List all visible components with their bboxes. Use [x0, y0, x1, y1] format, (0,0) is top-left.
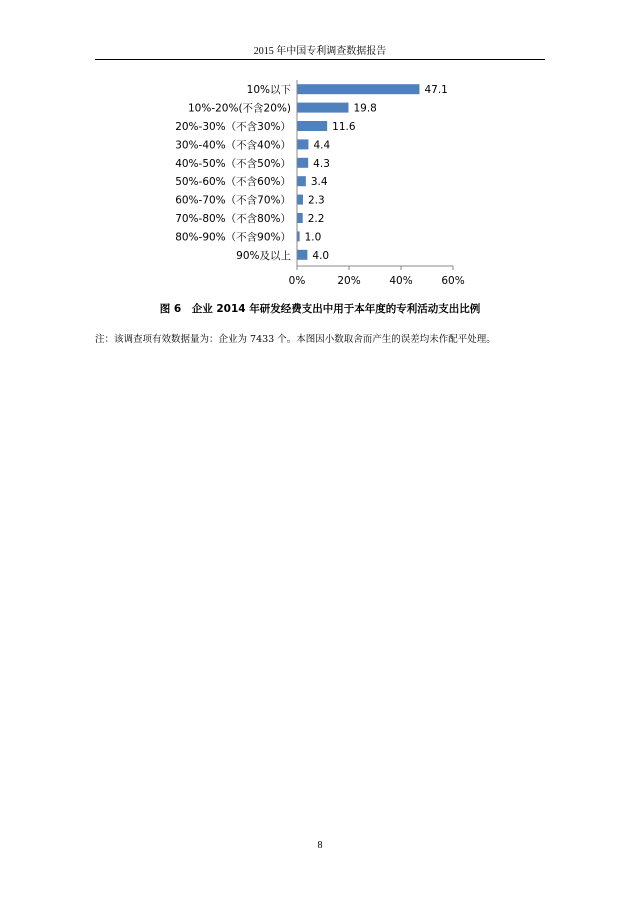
- category-label: 10%以下: [246, 84, 291, 97]
- data-label: 3.4: [310, 176, 328, 189]
- figure-note: 注：该调查项有效数据量为：企业为 7433 个。本图因小数取舍而产生的误差均未作配平处理。: [95, 334, 496, 345]
- category-label: 50%-60%（不含60%）: [175, 176, 291, 189]
- x-tick-label: 0%: [288, 275, 306, 287]
- bar: [297, 84, 419, 94]
- bar: [297, 158, 308, 168]
- data-label: 4.3: [313, 157, 330, 170]
- category-label: 80%-90%（不含90%）: [175, 231, 291, 244]
- data-label: 1.0: [304, 231, 322, 244]
- bar: [297, 250, 307, 260]
- category-label: 70%-80%（不含80%）: [175, 213, 291, 225]
- data-label: 19.8: [353, 102, 377, 115]
- category-label: 40%-50%（不含50%）: [175, 157, 291, 170]
- bar: [297, 176, 306, 186]
- page-number: 8: [317, 840, 323, 851]
- data-label: 47.1: [424, 84, 448, 97]
- data-label: 2.2: [307, 213, 325, 225]
- bar: [297, 195, 303, 205]
- data-label: 4.4: [313, 139, 331, 152]
- bar: [297, 103, 348, 113]
- bar-chart: [0, 70, 640, 290]
- category-label: 10%-20%(不含20%): [188, 102, 291, 115]
- x-tick-label: 20%: [337, 275, 361, 287]
- category-label: 60%-70%（不含70%）: [175, 194, 291, 207]
- x-tick-label: 40%: [389, 275, 413, 287]
- page-header-title: 2015 年中国专利调查数据报告: [253, 46, 387, 57]
- bar: [297, 213, 303, 223]
- data-label: 4.0: [312, 249, 330, 262]
- header-divider: [95, 59, 545, 60]
- category-label: 90%及以上: [236, 249, 291, 262]
- category-label: 20%-30%（不含30%）: [175, 121, 291, 133]
- figure-caption: 图 6 企业 2014 年研发经费支出中用于本年度的专利活动支出比例: [159, 303, 481, 315]
- x-tick-label: 60%: [441, 275, 465, 287]
- data-label: 2.3: [307, 194, 325, 207]
- bar: [297, 139, 308, 149]
- category-label: 30%-40%（不含40%）: [175, 139, 291, 152]
- bar: [297, 121, 327, 131]
- data-label: 11.6: [332, 121, 356, 133]
